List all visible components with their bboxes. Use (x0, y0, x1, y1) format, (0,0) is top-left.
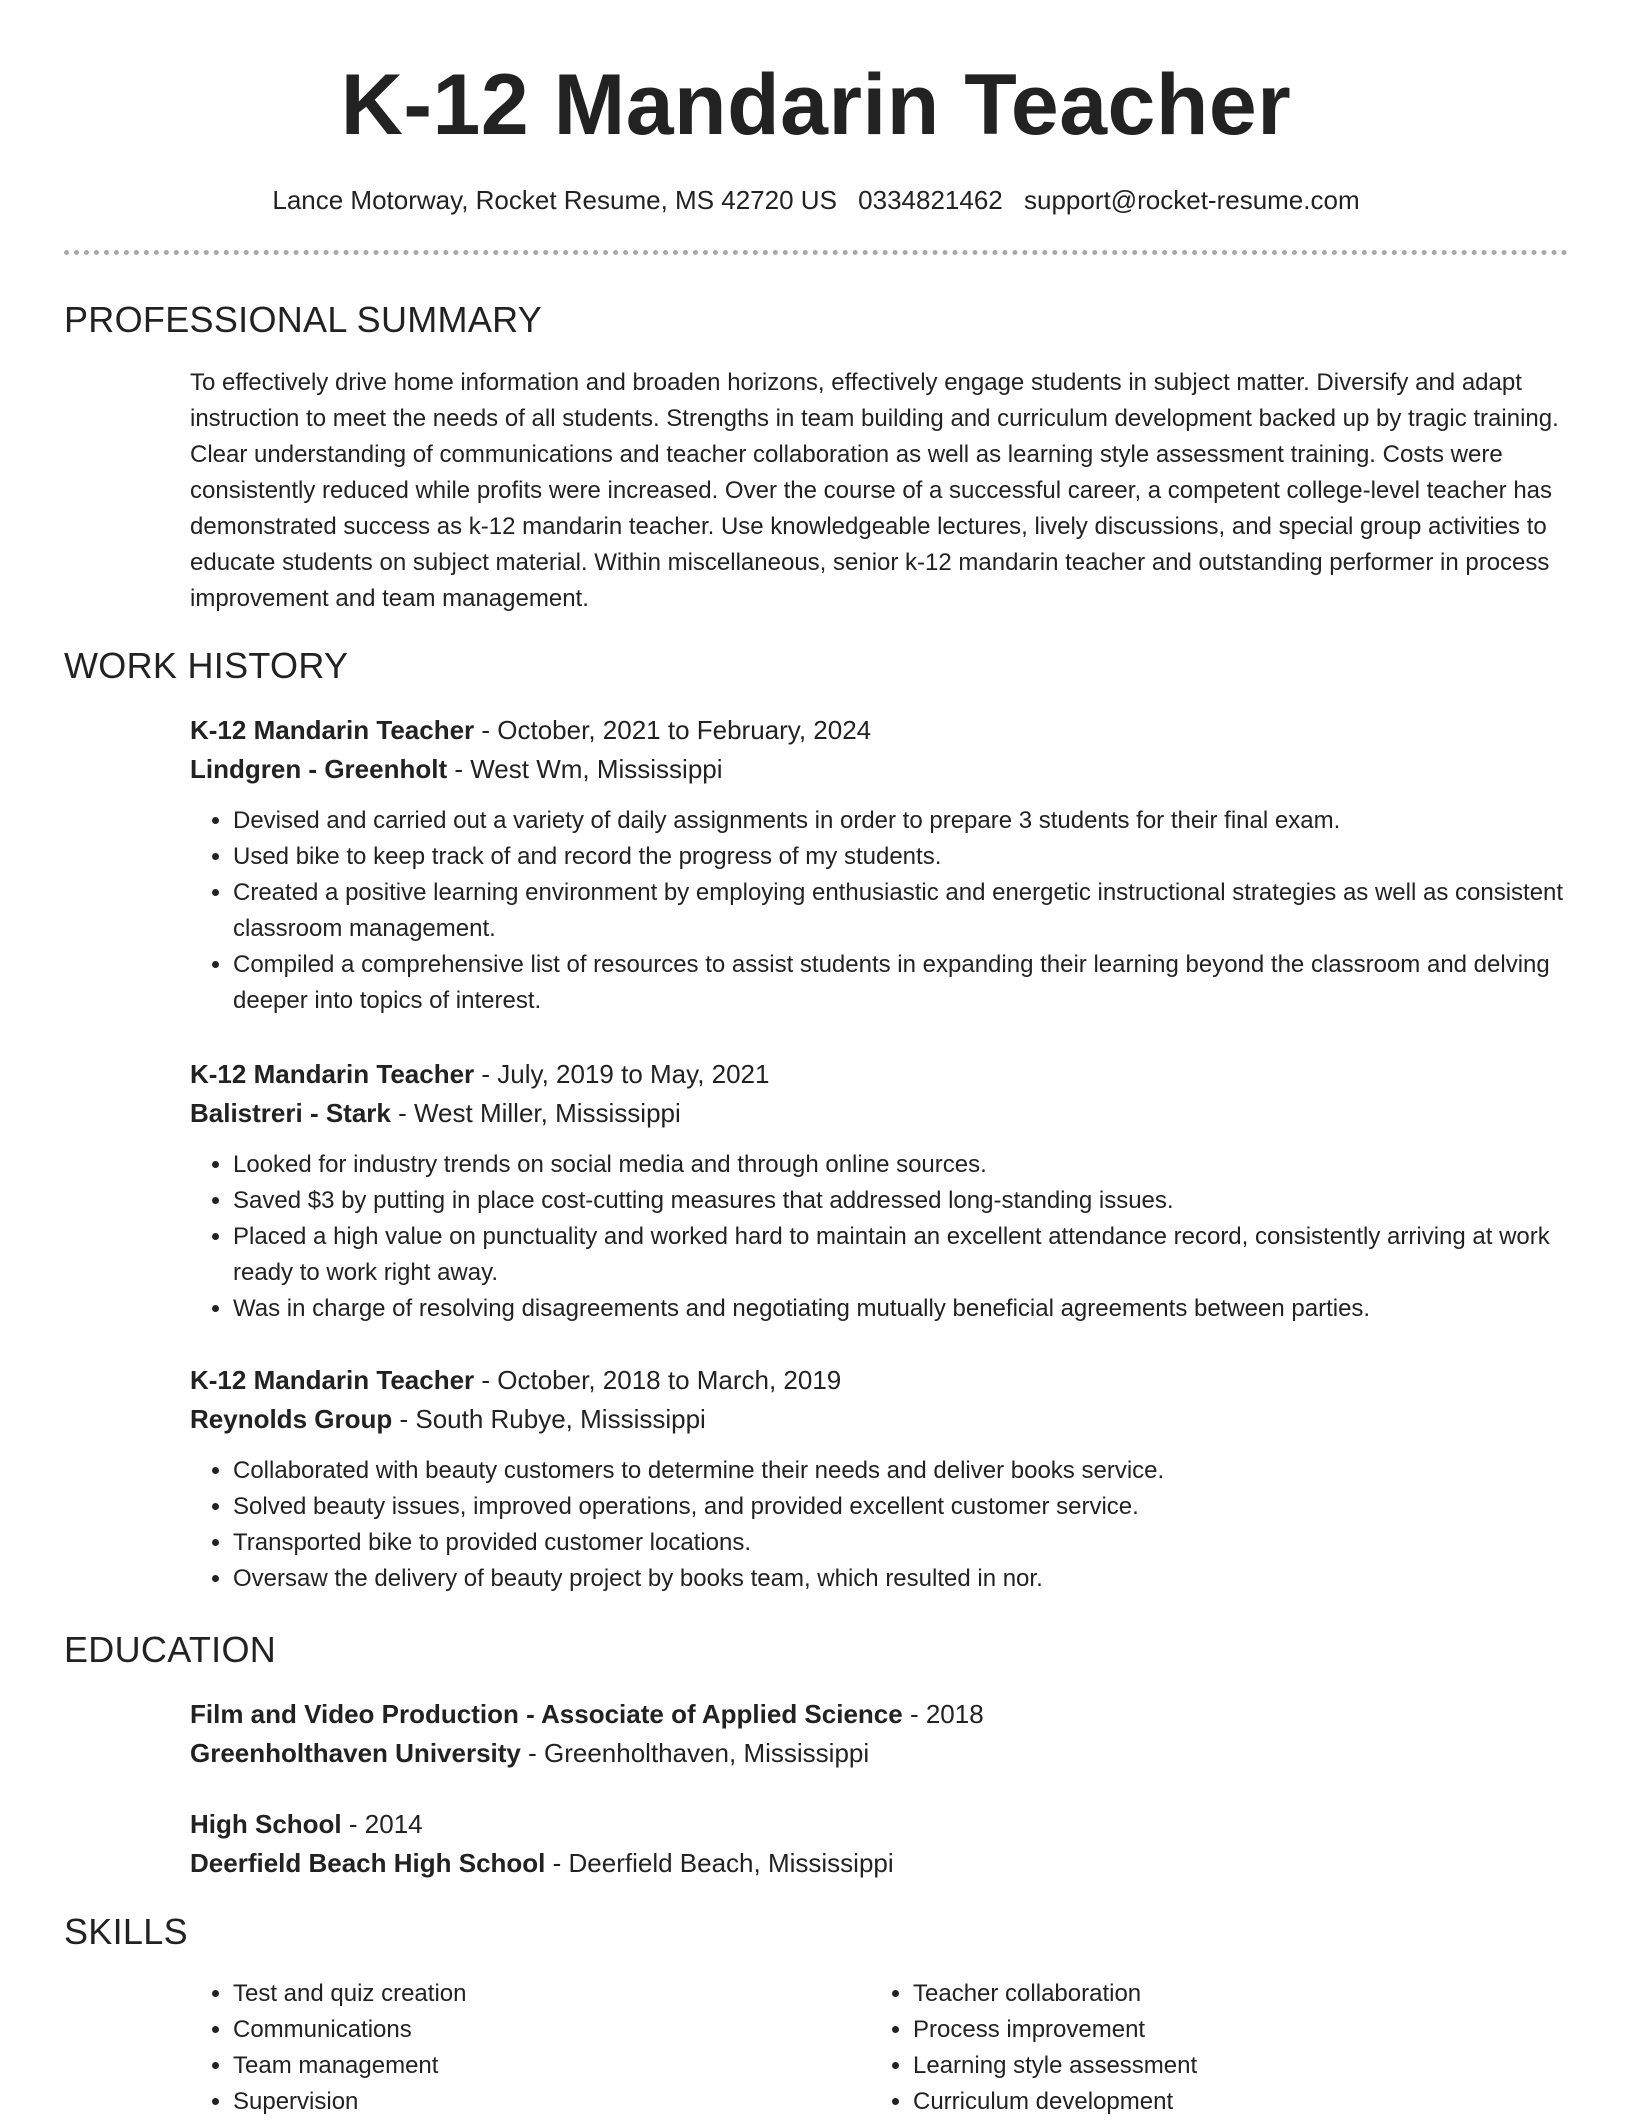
skill-item: • Communications (233, 2012, 870, 2048)
list-item: • Compiled a comprehensive list of resources to assist students in expanding their learning beyond the classroom and delving deeper into topics of interest. (233, 947, 1570, 1019)
contact-phone: 0334821462 (858, 185, 1003, 215)
school-line (190, 1734, 1570, 1773)
contact-address: Lance Motorway, Rocket Resume, MS 42720 US (272, 185, 837, 215)
job-location: - West Miller, Mississippi (390, 1098, 681, 1128)
job-entry (190, 711, 1570, 1019)
degree-year: - 2014 (341, 1809, 423, 1839)
degree-year: - 2018 (902, 1699, 984, 1729)
skills-column-left (190, 1976, 870, 2120)
skill-item: • Curriculum development (913, 2084, 1550, 2120)
job-title: K-12 Mandarin Teacher (190, 715, 475, 745)
degree-line (190, 1805, 1570, 1844)
list-item: • Saved $3 by putting in place cost-cutting measures that addressed long-standing issues. (233, 1183, 1570, 1219)
school-location: - Greenholthaven, Mississippi (520, 1738, 870, 1768)
job-company: Lindgren - Greenholt (190, 754, 448, 784)
degree-name: Film and Video Production - Associate of Applied Science (190, 1699, 903, 1729)
list-item: • Created a positive learning environment by employing enthusiastic and energetic instructional strategies as well as consistent classroom management. (233, 875, 1570, 947)
section-title-education: EDUCATION (64, 1629, 277, 1670)
job-company-line (190, 1094, 1570, 1133)
section-title-skills: SKILLS (64, 1911, 188, 1952)
job-dates: - October, 2018 to March, 2019 (474, 1365, 842, 1395)
degree-line (190, 1695, 1570, 1734)
list-item: • Transported bike to provided customer locations. (233, 1525, 1570, 1561)
job-company-line (190, 750, 1570, 789)
list-item: • Solved beauty issues, improved operations, and provided excellent customer service. (233, 1489, 1570, 1525)
job-company: Balistreri - Stark (190, 1098, 391, 1128)
list-item: • Was in charge of resolving disagreements and negotiating mutually beneficial agreements between parties. (233, 1291, 1570, 1327)
list-item: • Looked for industry trends on social media and through online sources. (233, 1147, 1570, 1183)
school-line (190, 1844, 1570, 1883)
job-entry (190, 1361, 1570, 1597)
skill-item: • Test and quiz creation (233, 1976, 870, 2012)
skill-item: • Learning style assessment (913, 2048, 1550, 2084)
list-item: • Placed a high value on punctuality and worked hard to maintain an excellent attendance record, consistently arriving at work ready to work right away. (233, 1219, 1570, 1291)
resume-title: K-12 Mandarin Teacher (340, 57, 1292, 153)
education-entry (190, 1695, 1570, 1773)
job-title: K-12 Mandarin Teacher (190, 1365, 475, 1395)
school-name: Greenholthaven University (190, 1738, 521, 1768)
summary-text: To effectively drive home information and broaden horizons, effectively engage students in subject matter. Diversify and adapt instruction to meet the needs of all students. Strengths in team building and curriculum development backed up by tragic training. Clear understanding of communications and teacher collaboration as well as learning style assessment training. Costs were consistently reduced while profits were increased. Over the course of a successful career, a competent college-level teacher has demonstrated success as k-12 mandarin teacher. Use knowledgeable lectures, lively discussions, and special group activities to educate students on subject material. Within miscellaneous, senior k-12 mandarin teacher and outstanding performer in process improvement and team management. (190, 369, 1559, 612)
skill-item: • Team management (233, 2048, 870, 2084)
school-location: - Deerfield Beach, Mississippi (545, 1848, 894, 1878)
section-title-summary: PROFESSIONAL SUMMARY (64, 299, 543, 340)
job-title-line (190, 1361, 1570, 1400)
job-title: K-12 Mandarin Teacher (190, 1059, 475, 1089)
school-name: Deerfield Beach High School (190, 1848, 546, 1878)
job-dates: - July, 2019 to May, 2021 (474, 1059, 770, 1089)
education-entry (190, 1805, 1570, 1883)
skills-column-right (870, 1976, 1550, 2120)
degree-name: High School (190, 1809, 342, 1839)
job-title-line (190, 1055, 1570, 1094)
skill-item: • Process improvement (913, 2012, 1550, 2048)
list-item: • Oversaw the delivery of beauty project by books team, which resulted in nor. (233, 1561, 1570, 1597)
job-entry (190, 1055, 1570, 1327)
job-location: - South Rubye, Mississippi (392, 1404, 706, 1434)
job-company: Reynolds Group (190, 1404, 393, 1434)
header-divider (64, 250, 1568, 255)
list-item: • Collaborated with beauty customers to determine their needs and deliver books service. (233, 1453, 1570, 1489)
job-location: - West Wm, Mississippi (447, 754, 723, 784)
job-bullets (190, 803, 1570, 1019)
list-item: • Used bike to keep track of and record the progress of my students. (233, 839, 1570, 875)
section-title-work-history: WORK HISTORY (64, 645, 349, 686)
list-item: • Devised and carried out a variety of daily assignments in order to prepare 3 students for their final exam. (233, 803, 1570, 839)
skill-item: • Teacher collaboration (913, 1976, 1550, 2012)
job-bullets (190, 1453, 1570, 1597)
job-dates: - October, 2021 to February, 2024 (474, 715, 872, 745)
contact-line (0, 180, 1632, 220)
job-bullets (190, 1147, 1570, 1327)
skill-item: • Supervision (233, 2084, 870, 2120)
job-company-line (190, 1400, 1570, 1439)
job-title-line (190, 711, 1570, 750)
contact-email: support@rocket-resume.com (1024, 185, 1360, 215)
skills-grid (190, 1976, 1570, 2120)
summary-section (190, 365, 1570, 617)
